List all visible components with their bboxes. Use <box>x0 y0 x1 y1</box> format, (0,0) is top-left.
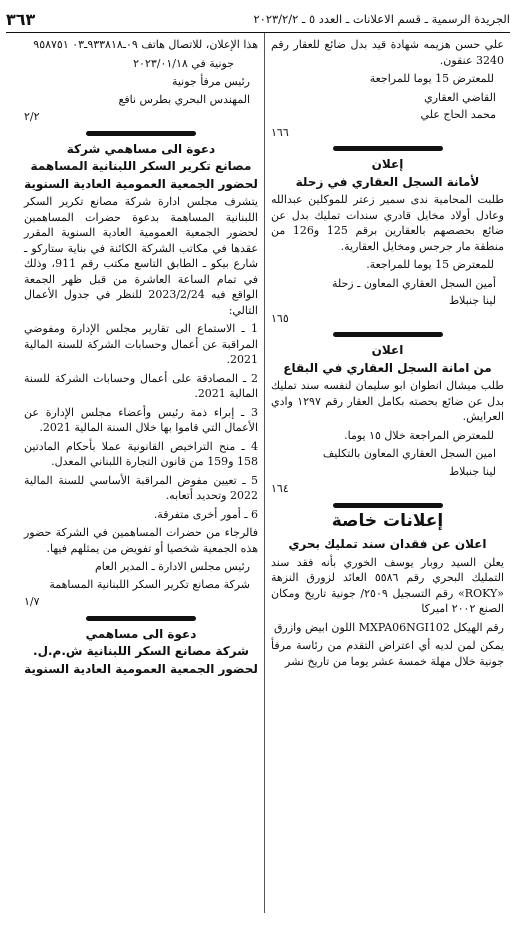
agenda-item: 3 ـ إبراء ذمة رئيس وأعضاء مجلس الإدارة عن الأعمال التي قاموا بها خلال السنة المالية 2021. <box>24 405 258 434</box>
separator <box>24 616 258 621</box>
notice-number: ١٦٤ <box>271 482 289 495</box>
separator <box>271 146 504 151</box>
agenda-item: 2 ـ المصادقة على أعمال وحسابات الشركة للسنة المالية 2021. <box>24 371 258 400</box>
notice-heading: إعلان <box>371 157 404 171</box>
notice-period: للمعترض المراجعة خلال ١٥ يوما. <box>344 428 494 442</box>
notice-body: يعلن السيد روبار يوسف الخوري بأنه فقد سند التمليك البحري رقم ٥٥٨٦ العائد لزورق النزهة «ROKY» رقم التسجيل ٢٥٠٩/ جونية تاريخ ومكان الصنع ٢٠٠٢ اميركا <box>271 555 504 615</box>
notice-subheading: مصانع تكرير السكر اللبنانية المساهمة <box>30 159 252 173</box>
signature-name: لينا جنبلاط <box>448 294 496 307</box>
notice-body: طلبت المحامية ندى سمير زعتر للموكلين عبدالله وعادل أولاد مخايل قادري سندات تمليك بدل عن ضائع بحصصهم بالعقارين برقم 125 و126 من منطقة مار جرجس ومخايل العقارية. <box>271 193 504 253</box>
signature-title: رئيس مرفأ جونية <box>171 75 250 88</box>
left-column <box>18 33 264 913</box>
notice-number: ١٦٦ <box>271 125 289 139</box>
separator <box>271 332 504 337</box>
notice-subheading: من امانة السجل العقاري في البقاع <box>283 360 492 375</box>
notice-heading: اعلان عن فقدان سند تمليك بحري <box>288 537 487 551</box>
agenda-item: 5 ـ تعيين مفوض المراقبة الأساسي للسنة المالية 2022 وتحديد أتعابه. <box>24 473 258 502</box>
notice-number: ١٦٥ <box>271 311 289 325</box>
notice-text: هذا الإعلان، للاتصال هاتف ٠٩ـ٩٣٣٨١٨ـ٠٣ ٩٥٨٧٥١ <box>33 38 258 51</box>
notice-heading: دعوة الى مساهمي شركة <box>66 141 216 156</box>
signature-name: لينا جنبلاط <box>448 464 496 478</box>
separator <box>24 131 258 136</box>
right-column <box>264 33 510 913</box>
page-number: ٣٦٣ <box>6 9 36 29</box>
notice-heading: اعلان <box>371 343 404 357</box>
notice-closing: فالرجاء من حضرات المساهمين في الشركة حضور هذه الجمعية شخصيا أو تفويض من يمثلهم فيها. <box>24 526 258 555</box>
signature-name: المهندس البحري بطرس نافع <box>118 92 250 106</box>
section-title: إعلانات خاصة <box>331 510 444 531</box>
notice-body: رقم الهيكل MXPA06NGI102 اللون ابيض وازرق <box>273 620 504 634</box>
signature-name: شركة مصانع تكرير السكر اللبنانية المساهمة <box>49 577 250 591</box>
notice-period: للمعترض 15 يوما للمراجعة <box>369 72 494 85</box>
signature-name: محمد الحاج علي <box>420 108 496 121</box>
notice-body: يتشرف مجلس ادارة شركة مصانع تكرير السكر اللبنانية المساهمة بدعوة حضرات المساهمين لحضور الجمعية العمومية العادية السنوية المقرر عقدها في مكاتب الشركة الكائنة في بناية ستاركو ـ شارع بيكو ـ الطابق التاسع مكتب رقم 911، وذلك في تمام الساعة العاشرة من قبل ظهر الجمعة الواقع فيه 2023/2/24 للنظر في جدول الأعمال التالي: <box>24 195 258 317</box>
agenda-item: 6 ـ أمور أخرى متفرقة. <box>153 507 258 521</box>
notice-number: ١/٧ <box>24 595 40 608</box>
notice-period: للمعترض 15 يوما للمراجعة. <box>366 258 494 271</box>
notice-date: جونية في ٢٠٢٣/٠١/١٨ <box>133 56 234 70</box>
notice-text: علي حسن هزيمه شهادة قيد بدل ضائع للعقار رقم 3240 عنقون. <box>271 38 504 67</box>
notice-body: طلب ميشال انطوان ابو سليمان لنفسه سند تمليك بدل عن ضائع بحصته بكامل العقار رقم ١٢٩٧ وادي العرايش. <box>271 379 505 423</box>
page-header <box>6 6 510 33</box>
signature-title: امين السجل العقاري المعاون بالتكليف <box>322 447 496 460</box>
separator <box>271 503 504 508</box>
notice-subheading: شركة مصانع السكر اللبنانية ش.م.ل. <box>33 644 249 658</box>
columns <box>6 33 510 913</box>
agenda-item: 1 ـ الاستماع الى تقارير مجلس الإدارة ومفوضي المراقبة عن أعمال وحسابات الشركة للسنة المالية 2021. <box>24 322 258 366</box>
signature-title: رئيس مجلس الادارة ـ المدير العام <box>95 560 250 573</box>
agenda-item: 4 ـ منح التراخيص القانونية عملا بأحكام المادتين 158 و159 من قانون التجارة اللبناني المعدل. <box>24 439 258 468</box>
notice-body: يمكن لمن لديه أي اعتراض التقدم من رئاسة مرفأ جونية خلال مهلة خمسة عشر يوما من تاريخ نشر <box>271 639 504 668</box>
notice-subheading: لأمانة السجل العقاري في زحلة <box>295 174 480 189</box>
notice-heading: دعوة الى مساهمي <box>85 626 197 641</box>
notice-number: ٢/٢ <box>24 110 40 123</box>
notice-subheading: لحضور الجمعية العمومية العادية السنوية <box>24 176 258 191</box>
notice-subheading: لحضور الجمعية العمومية العادية السنوية <box>24 661 258 676</box>
signature-title: القاضي العقاري <box>424 90 496 104</box>
header-title: الجريدة الرسمية ـ قسم الاعلانات ـ العدد ٥ ـ ٢٠٢٣/٢/٢ <box>253 12 510 26</box>
signature-title: أمين السجل العقاري المعاون ـ زحلة <box>331 276 496 290</box>
